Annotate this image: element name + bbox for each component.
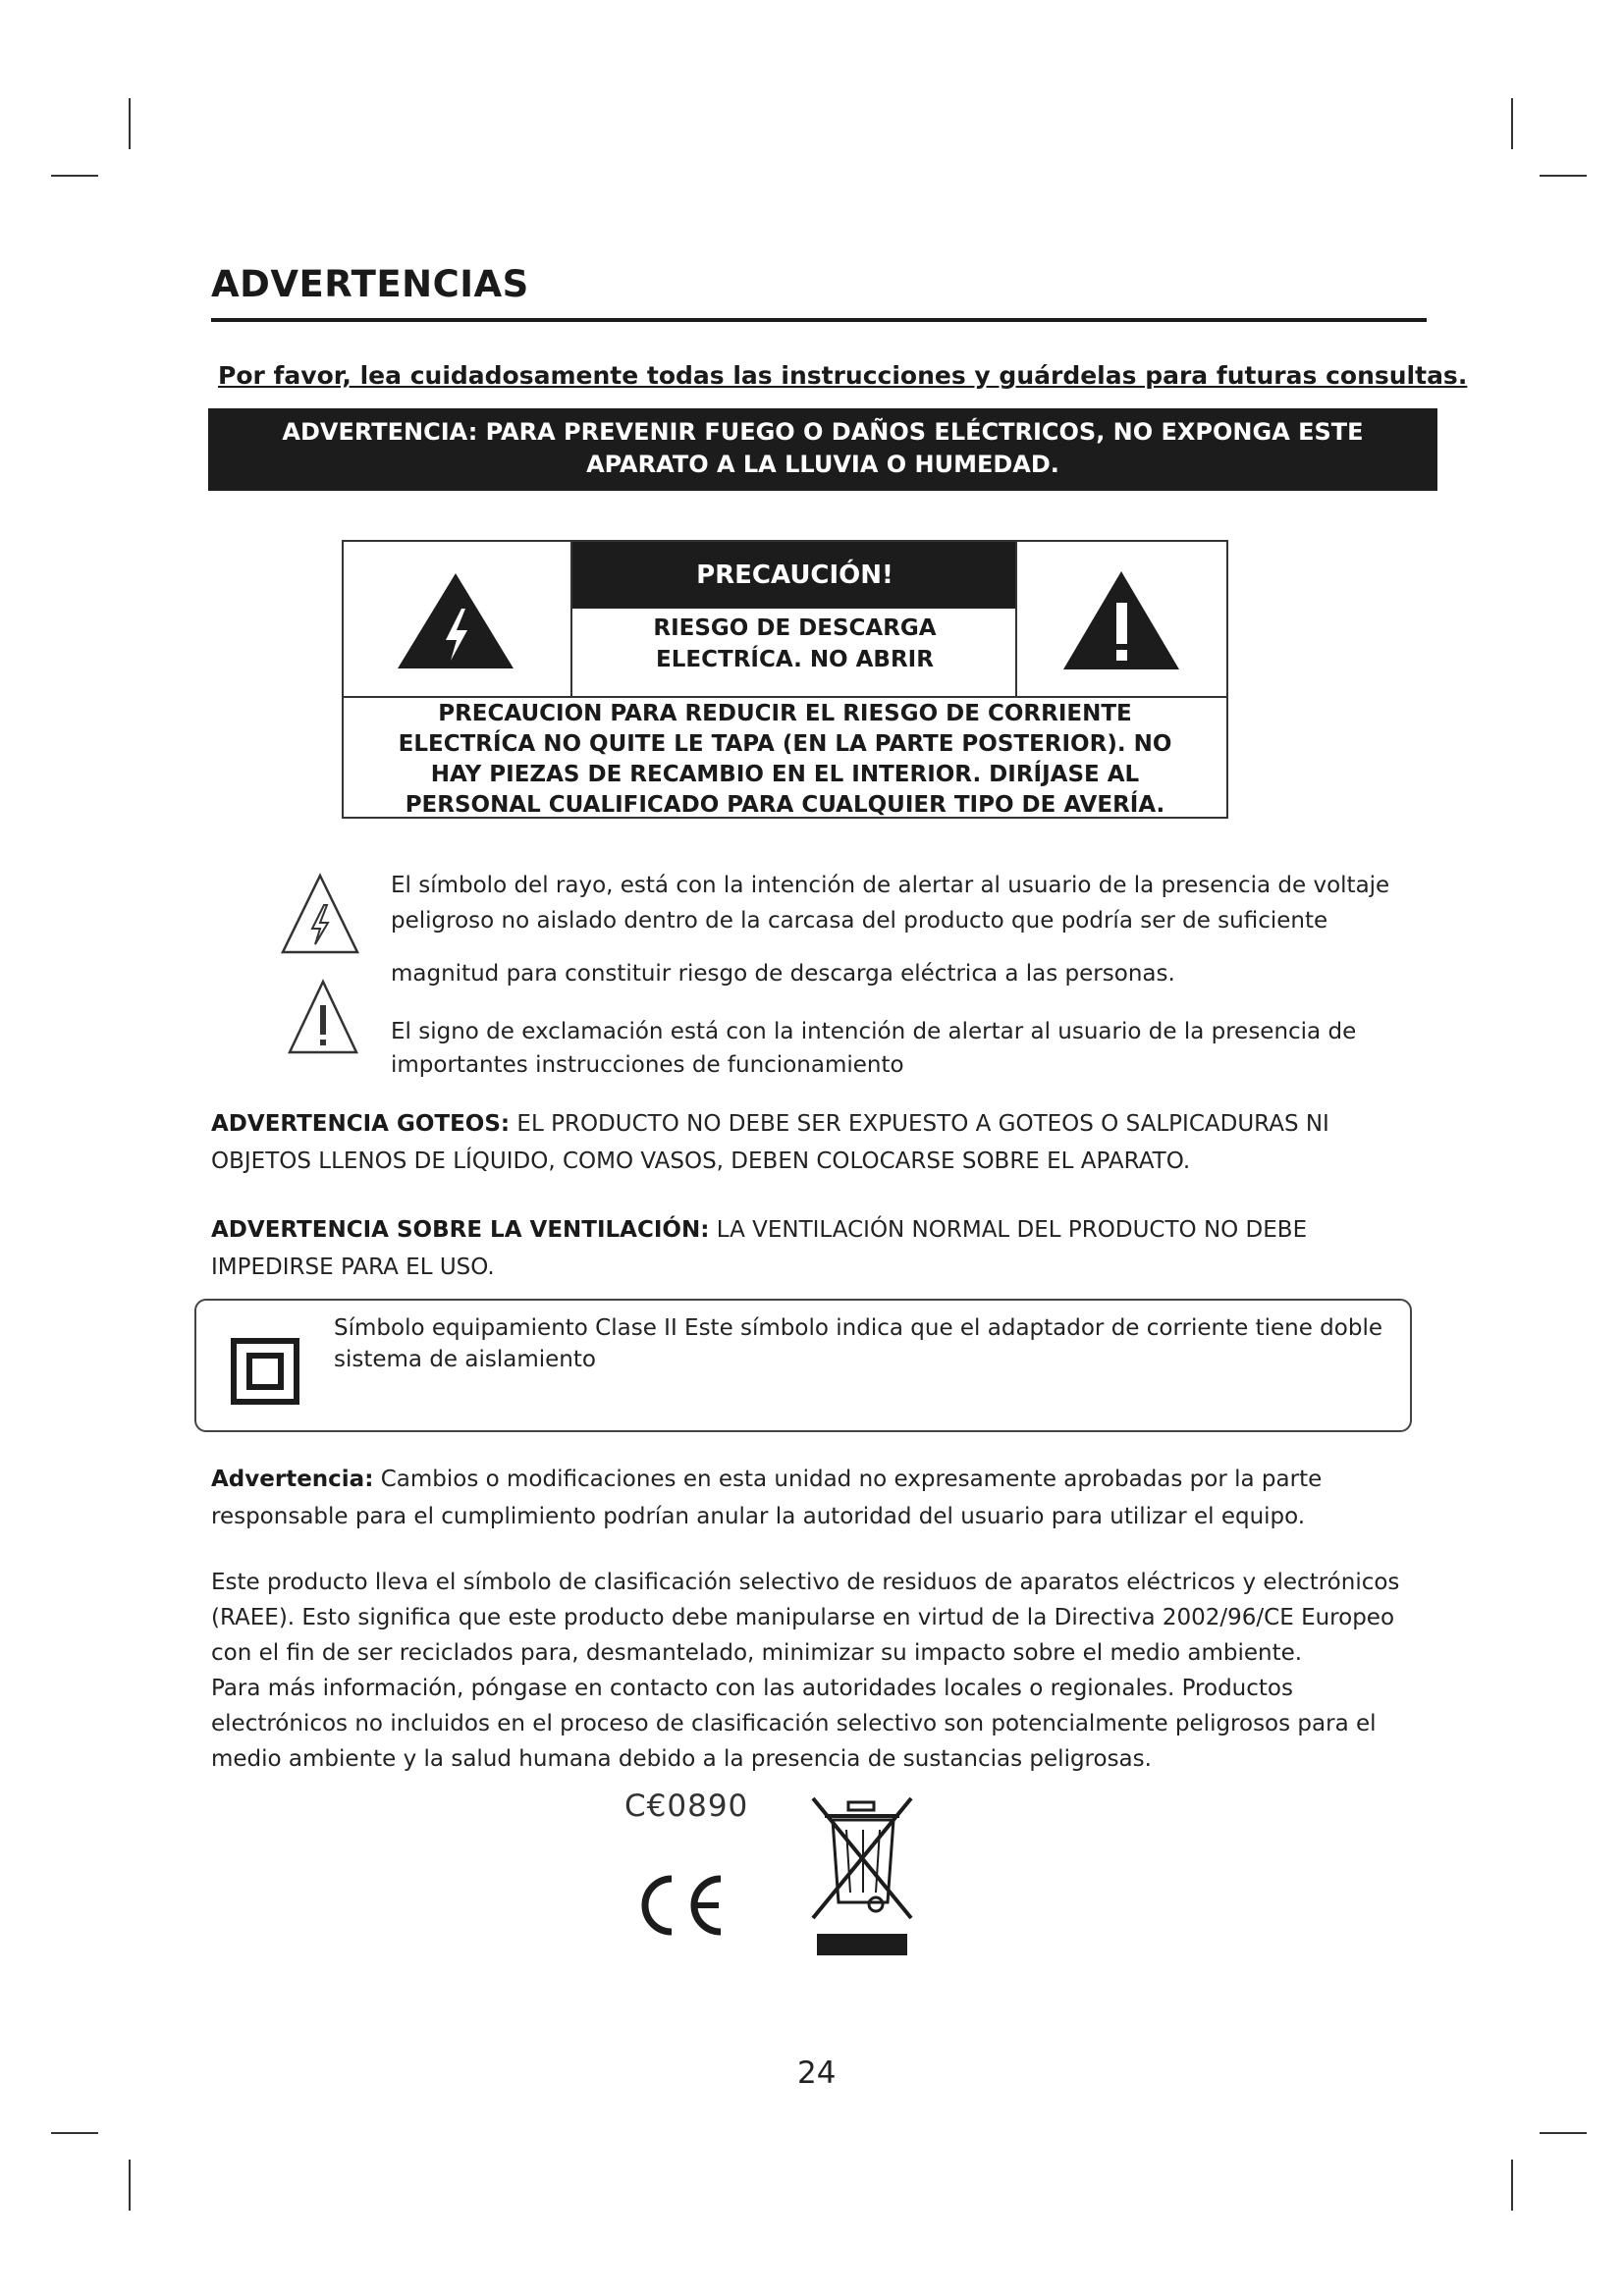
caution-risk-line: ELECTRÍCA. NO ABRIR [656,647,934,672]
crop-mark [129,2160,131,2211]
caution-box [342,540,1228,819]
caution-note-line: PRECAUCION PARA REDUCIR EL RIESGO DE CORRIENTE [438,701,1132,726]
text-line: medio ambiente y la salud humana debido a la presencia de sustancias peligrosas. [211,1746,1152,1772]
text-line: con el fin de ser reciclados para, desmantelado, minimizar su impacto sobre el medio ambiente. [211,1640,1303,1666]
drip-warning-label: ADVERTENCIA GOTEOS: [211,1111,511,1137]
text-line: EL PRODUCTO NO DEBE SER EXPUESTO A GOTEOS O SALPICADURAS NI [510,1111,1329,1137]
crop-mark [1540,2132,1587,2134]
crop-mark [1511,98,1513,149]
ventilation-warning-label: ADVERTENCIA SOBRE LA VENTILACIÓN: [211,1217,710,1243]
crop-mark [1511,2160,1513,2211]
crop-mark [51,175,98,177]
page-number: 24 [797,2056,837,2091]
text-line: sistema de aislamiento [334,1347,596,1372]
text-line: OBJETOS LLENOS DE LÍQUIDO, COMO VASOS, DEBEN COLOCARSE SOBRE EL APARATO. [211,1148,1191,1174]
caution-header: PRECAUCIÓN! [572,542,1017,609]
crop-mark [1540,175,1587,177]
caution-right-cell [1015,542,1226,696]
text-line: peligroso no aislado dentro de la carcasa del producto que podría ser de suficiente [391,908,1328,934]
modification-warning-label: Advertencia: [211,1467,374,1492]
ce-mark-label [628,1873,727,1938]
text-line: electrónicos no incluidos en el proceso de clasificación selectivo son potencialmente peligrosos para el [211,1711,1377,1736]
warning-banner [208,408,1437,491]
ventilation-warning [211,1211,1307,1286]
intro-text: Por favor, lea cuidadosamente todas las instrucciones y guárdelas para futuras consultas. [218,361,1468,390]
text-line: importantes instrucciones de funcionamiento [391,1052,904,1078]
text-line: Para más información, póngase en contacto con las autoridades locales o regionales. Productos [211,1676,1293,1701]
class-ii-box [194,1299,1412,1432]
caution-note [344,699,1226,821]
crop-mark [129,98,131,149]
weee-text [211,1565,1399,1777]
exclamation-triangle-icon [1060,567,1183,673]
title-divider [211,318,1427,322]
caution-middle-cell [572,542,1017,696]
lightning-symbol-text-cont: magnitud para constituir riesgo de descarga eléctrica a las personas. [391,961,1175,987]
caution-risk-line: RIESGO DE DESCARGA [653,615,937,641]
page-title: ADVERTENCIAS [211,263,529,305]
caution-left-cell [344,542,572,696]
warning-banner-line: ADVERTENCIA: PARA PREVENIR FUEGO O DAÑOS ELÉCTRICOS, NO EXPONGA ESTE [282,418,1364,446]
class-ii-icon [231,1338,299,1405]
caution-divider [344,696,1226,698]
text-line: Cambios o modificaciones en esta unidad no expresamente aprobadas por la parte [373,1467,1323,1492]
caution-note-line: HAY PIEZAS DE RECAMBIO EN EL INTERIOR. DIRÍJASE AL [430,762,1140,787]
text-line: El símbolo del rayo, está con la intención de alertar al usuario de la presencia de voltaje [391,873,1390,898]
drip-warning [211,1105,1329,1180]
text-line: IMPEDIRSE PARA EL USO. [211,1255,495,1280]
caution-note-line: PERSONAL CUALIFICADO PARA CUALQUIER TIPO DE AVERÍA. [405,792,1165,818]
exclamation-symbol-text [391,1015,1356,1082]
class-ii-text [334,1312,1382,1375]
text-line: Este producto lleva el símbolo de clasificación selectivo de residuos de aparatos eléctricos y electrónicos [211,1570,1400,1595]
exclamation-outline-icon [287,978,359,1056]
modification-warning [211,1461,1322,1535]
text-line: LA VENTILACIÓN NORMAL DEL PRODUCTO NO DEBE [709,1217,1308,1243]
warning-banner-line: APARATO A LA LLUVIA O HUMEDAD. [586,451,1059,478]
caution-note-line: ELECTRÍCA NO QUITE LE TAPA (EN LA PARTE POSTERIOR). NO [398,731,1172,757]
caution-risk-text [572,613,1017,675]
crop-mark [51,2132,98,2134]
text-line: responsable para el cumplimiento podrían anular la autoridad del usuario para utilizar el equipo. [211,1504,1306,1529]
lightning-triangle-icon [395,569,517,672]
text-line: Símbolo equipamiento Clase II Este símbolo indica que el adaptador de corriente tiene doble [334,1315,1382,1341]
lightning-outline-icon [279,872,361,956]
weee-bin-icon [805,1794,921,1961]
text-line: (RAEE). Esto significa que este producto debe manipularse en virtud de la Directiva 2002/96/CE Europeo [211,1605,1395,1630]
text-line: El signo de exclamación está con la intención de alertar al usuario de la presencia de [391,1019,1357,1044]
lightning-symbol-text [391,868,1389,938]
ce-number-mark: C€0890 [624,1789,749,1824]
